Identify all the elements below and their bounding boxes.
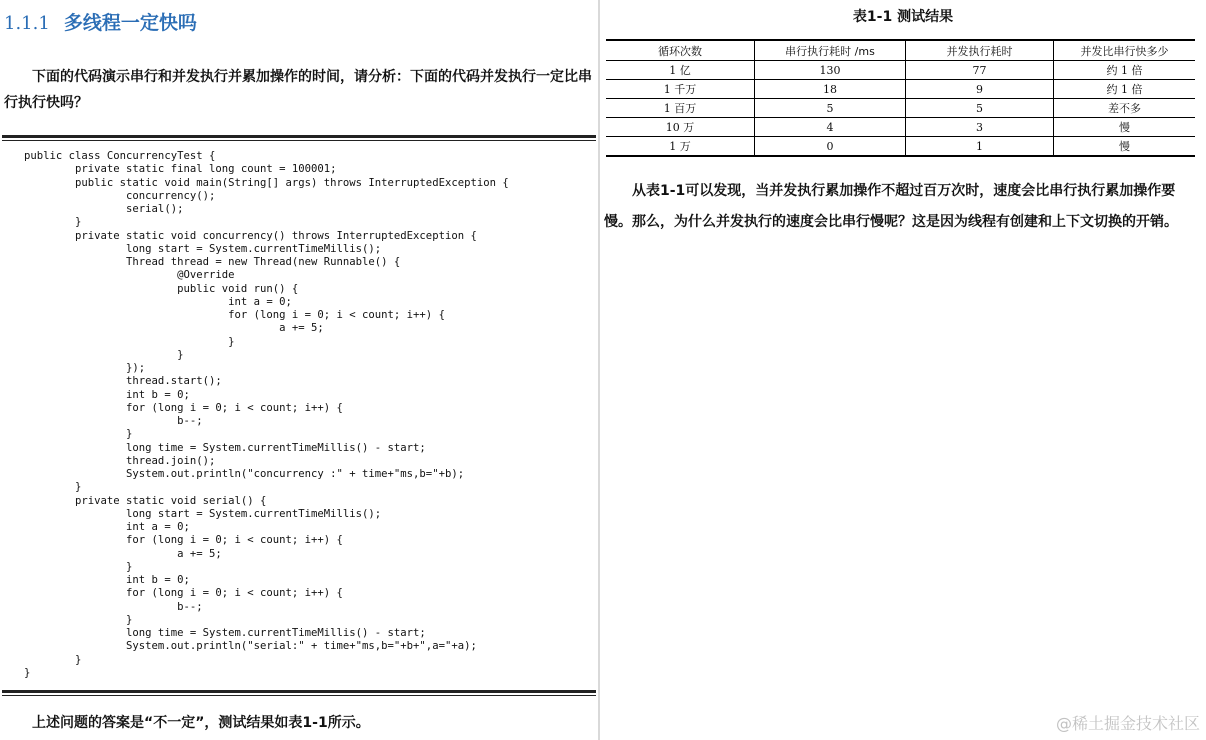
- code-line: }: [24, 481, 82, 494]
- intro-paragraph: 下面的代码演示串行和并发执行并累加操作的时间，请分析：下面的代码并发执行一定比串行执行快吗？: [4, 69, 592, 111]
- table-cell: 18: [755, 80, 906, 99]
- code-line: for (long i = 0; i < count; i++) {: [24, 534, 343, 547]
- table-row: [606, 137, 1195, 157]
- table-row: [606, 61, 1195, 80]
- table-cell: 1 百万: [606, 99, 755, 118]
- code-line: }: [24, 428, 133, 441]
- code-line: long start = System.currentTimeMillis();: [24, 242, 382, 255]
- code-line: }: [24, 335, 235, 348]
- code-line: }: [24, 216, 82, 229]
- table-cell: 慢: [1054, 118, 1196, 137]
- code-line: public static void main(String[] args) throws InterruptedException {: [24, 176, 509, 189]
- table-cell: 1 万: [606, 137, 755, 157]
- table-cell: 慢: [1054, 137, 1196, 157]
- table-caption: 表1-1 测试结果: [852, 9, 954, 25]
- table-cell: 差不多: [1054, 99, 1196, 118]
- table-cell: 4: [755, 118, 906, 137]
- code-line: private static void serial() {: [24, 494, 267, 507]
- table-row: [606, 118, 1195, 137]
- code-line: public class ConcurrencyTest {: [24, 150, 216, 162]
- table-cell: 10 万: [606, 118, 755, 137]
- section-heading: [4, 8, 197, 35]
- code-line: for (long i = 0; i < count; i++) {: [24, 587, 343, 600]
- table-cell: 约 1 倍: [1054, 61, 1196, 80]
- code-line: System.out.println("serial:" + time+"ms,b="+b+",a="+a);: [24, 640, 477, 653]
- code-line: for (long i = 0; i < count; i++) {: [24, 401, 343, 414]
- code-line: thread.join();: [24, 454, 216, 467]
- table-header-cell: 并发执行耗时: [906, 40, 1054, 61]
- code-line: a += 5;: [24, 322, 324, 335]
- left-page: [0, 0, 598, 740]
- table-cell: 3: [906, 118, 1054, 137]
- code-line: thread.start();: [24, 375, 222, 388]
- code-line: }: [24, 653, 82, 666]
- code-line: }: [24, 613, 133, 626]
- right-page: [600, 0, 1206, 740]
- code-line: for (long i = 0; i < count; i++) {: [24, 309, 445, 321]
- table-cell: 1: [906, 137, 1054, 157]
- code-line: long time = System.currentTimeMillis() - start;: [24, 441, 426, 454]
- code-line: long time = System.currentTimeMillis() - start;: [24, 627, 426, 639]
- code-block-top-rule: [2, 135, 596, 138]
- table-row: [606, 99, 1195, 118]
- table-header-cell: 并发比串行快多少: [1054, 40, 1196, 61]
- table-cell: 77: [906, 61, 1054, 80]
- code-line: }: [24, 560, 133, 573]
- code-line: Thread thread = new Thread(new Runnable() {: [24, 256, 401, 268]
- code-line: b--;: [24, 600, 203, 613]
- table-header-cell: 串行执行耗时 /ms: [755, 40, 906, 61]
- code-line: }: [24, 348, 184, 361]
- conclusion-paragraph: 从表1-1可以发现，当并发执行累加操作不超过百万次时，速度会比串行执行累加操作要慢。那么，为什么并发执行的速度会比串行慢呢？这是因为线程有创建和上下文切换的开销。: [604, 183, 1178, 230]
- code-line: long start = System.currentTimeMillis();: [24, 507, 382, 520]
- watermark: @稀土掘金技术社区: [1055, 714, 1200, 733]
- code-line: int b = 0;: [24, 388, 190, 401]
- table-cell: 5: [755, 99, 906, 118]
- code-block-bottom-rule: [2, 690, 596, 693]
- code-line: public void run() {: [24, 282, 299, 295]
- code-line: int a = 0;: [24, 521, 190, 533]
- table-header-cell: 循环次数: [606, 40, 755, 61]
- table-cell: 9: [906, 80, 1054, 99]
- code-line: int a = 0;: [24, 295, 292, 308]
- table-cell: 5: [906, 99, 1054, 118]
- section-title: 多线程一定快吗: [63, 12, 197, 34]
- table-cell: 约 1 倍: [1054, 80, 1196, 99]
- code-line: @Override: [24, 269, 235, 282]
- code-line: System.out.println("concurrency :" + time+"ms,b="+b);: [24, 468, 465, 480]
- code-line: private static final long count = 100001;: [24, 163, 337, 176]
- table-header-row: [606, 40, 1195, 61]
- table-cell: 130: [755, 61, 906, 80]
- code-block: [24, 150, 509, 680]
- code-line: int b = 0;: [24, 574, 190, 586]
- table-cell: 0: [755, 137, 906, 157]
- table-cell: 1 千万: [606, 80, 755, 99]
- section-number: 1.1.1: [4, 13, 50, 34]
- code-line: a += 5;: [24, 547, 222, 560]
- table-row: [606, 80, 1195, 99]
- code-line: private static void concurrency() throws InterruptedException {: [24, 229, 477, 242]
- code-line: });: [24, 362, 146, 374]
- code-line: }: [24, 666, 31, 679]
- table-cell: 1 亿: [606, 61, 755, 80]
- test-results-table: [606, 39, 1195, 157]
- answer-paragraph: 上述问题的答案是“不一定”，测试结果如表1-1所示。: [32, 715, 370, 731]
- code-line: serial();: [24, 203, 184, 215]
- code-line: b--;: [24, 415, 203, 427]
- code-line: concurrency();: [24, 189, 216, 202]
